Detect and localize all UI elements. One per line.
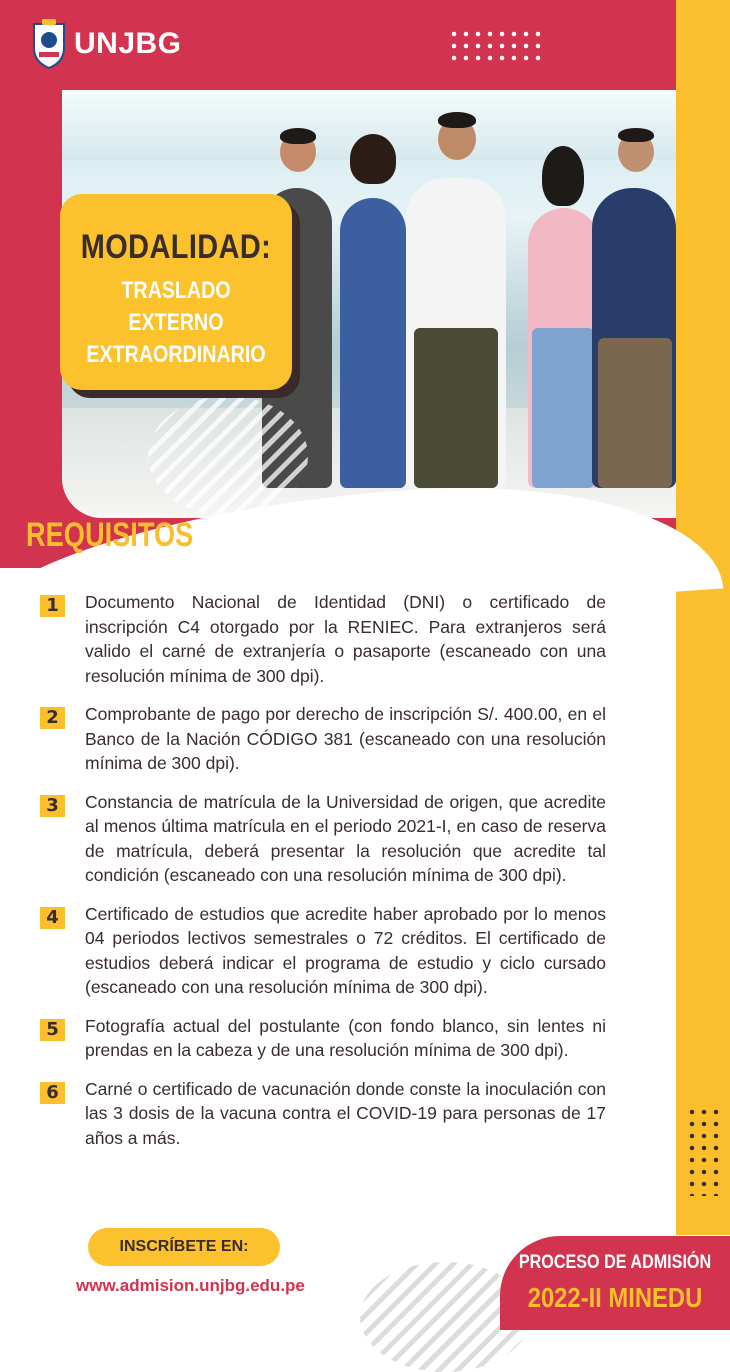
decorative-stripes	[148, 396, 308, 516]
item-text: Carné o certificado de vacunación donde conste la inoculación con las 3 dosis de la vacuna contra el COVID-19 para personas de 17 años a más.	[85, 1078, 606, 1148]
decorative-dots	[448, 28, 544, 64]
item-text: Comprobante de pago por derecho de inscripción S/. 400.00, en el Banco de la Nación CÓDIGO 381 (escaneado con una resolución mínima de 300 dpi).	[85, 704, 606, 773]
shield-icon	[30, 18, 68, 70]
process-title: PROCESO DE ADMISIÓN	[518, 1252, 712, 1273]
item-number: 5	[40, 1019, 65, 1041]
requirements-list	[40, 590, 606, 1164]
item-number: 2	[40, 707, 65, 729]
admission-link[interactable]: www.admision.unjbg.edu.pe	[76, 1276, 305, 1295]
item-text: Certificado de estudios que acredite haber aprobado por lo menos 04 periodos lectivos semestrales o 72 créditos. El certificado de estudios deberá indicar el programa de estudio y ciclo cursado (escaneado con una resolución mínima de 300 dpi).	[85, 903, 606, 997]
modality-badge	[60, 194, 292, 390]
modality-line-2: EXTRAORDINARIO	[86, 341, 266, 368]
modality-line-1: TRASLADO EXTERNO	[121, 277, 231, 336]
item-text: Constancia de matrícula de la Universidad de origen, que acredite al menos última matrícula en el periodo 2021-I, en caso de reserva de matrícula, deberá presentar la resolución que acredite tal condición (escaneado con una resolución mínima de 300 dpi).	[85, 791, 606, 885]
list-item	[40, 1077, 606, 1151]
university-logo[interactable]	[30, 18, 182, 70]
list-item	[40, 590, 606, 688]
item-text: Documento Nacional de Identidad (DNI) o certificado de inscripción C4 otorgado por la RENIEC. Para extranjeros será valido el carné de extranjería o pasaporte (escaneado con una resolución mínima de 300 dpi).	[85, 592, 606, 686]
item-number: 6	[40, 1082, 65, 1104]
decorative-dots-right	[686, 1106, 722, 1196]
list-item	[40, 1014, 606, 1063]
process-period: 2022-II MINEDU	[527, 1282, 703, 1313]
yellow-side-strip	[676, 0, 730, 1235]
requirements-title: REQUISITOS	[26, 516, 194, 554]
brand-name: UNJBG	[74, 27, 182, 60]
item-text: Fotografía actual del postulante (con fondo blanco, sin lentes ni prendas en la cabeza y de una resolución mínima de 300 dpi).	[85, 1015, 606, 1060]
modality-title: MODALIDAD:	[80, 228, 272, 266]
admission-process-box	[500, 1236, 730, 1330]
item-number: 3	[40, 795, 65, 817]
register-button[interactable]: INSCRÍBETE EN:	[88, 1228, 280, 1266]
list-item	[40, 702, 606, 776]
list-item	[40, 790, 606, 888]
list-item	[40, 902, 606, 1000]
item-number: 1	[40, 595, 65, 617]
item-number: 4	[40, 907, 65, 929]
